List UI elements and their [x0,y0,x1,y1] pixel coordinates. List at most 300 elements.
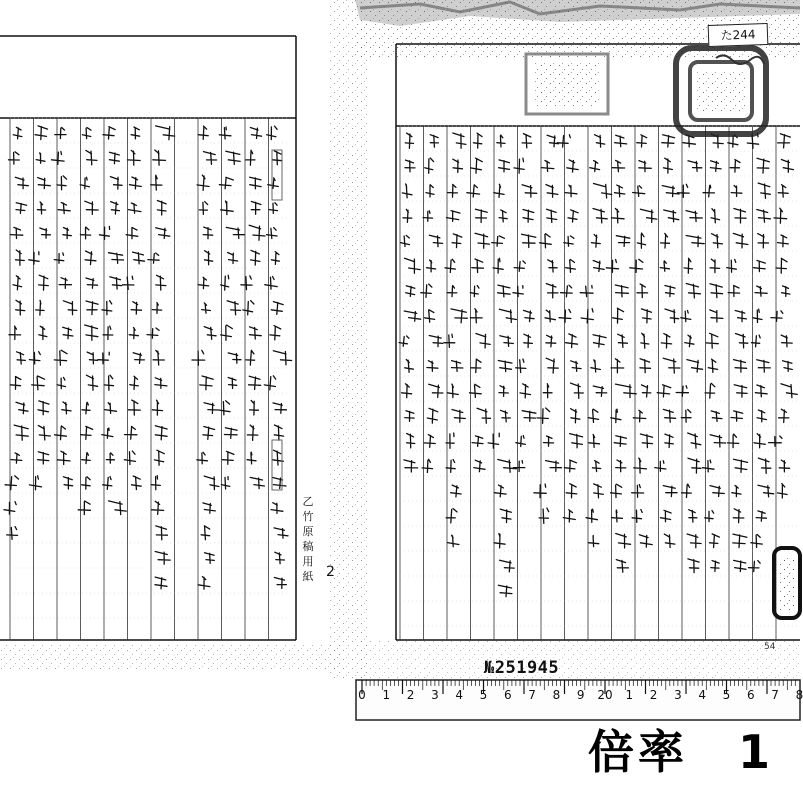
handwritten-character [588,409,598,422]
handwritten-character [632,510,642,523]
handwritten-character [249,376,261,389]
registry-stamp-number: №251945 [484,658,560,678]
handwritten-character [710,435,726,447]
handwritten-character [198,277,209,288]
ruler-number: 7 [771,688,779,702]
handwritten-character [546,335,556,347]
handwritten-character [779,460,789,472]
handwritten-character [128,203,141,213]
handwritten-character [616,384,637,398]
handwritten-character [155,378,167,389]
handwritten-character [663,486,677,497]
handwritten-character [452,234,462,248]
handwritten-character [110,177,122,190]
handwritten-character [470,384,482,397]
handwritten-character [228,353,241,363]
handwritten-character [148,253,159,263]
handwritten-character [687,534,701,548]
handwritten-character [250,401,259,416]
handwritten-character [192,350,205,365]
handwritten-character [534,484,546,498]
handwritten-character [595,135,605,147]
handwritten-character [204,476,219,490]
handwritten-character [757,360,771,372]
handwritten-character [537,408,550,423]
handwritten-character [565,185,577,197]
ruler-number: 2 [406,688,415,702]
handwritten-character [571,409,580,423]
handwritten-character [499,160,510,172]
handwritten-character [82,477,91,489]
handwritten-character [155,577,167,589]
handwritten-character [126,227,138,238]
handwritten-character [427,408,438,423]
handwritten-character [85,201,98,214]
handwritten-character [498,285,511,297]
handwritten-character [273,351,291,365]
handwritten-character [711,411,722,422]
handwritten-character [546,284,558,298]
handwritten-character [782,286,790,297]
handwritten-character [757,210,771,223]
handwritten-character [246,350,255,365]
handwritten-character [268,178,279,189]
handwritten-character [592,461,600,472]
handwritten-character [735,311,746,322]
handwritten-character [781,384,797,398]
handwritten-character [226,151,240,164]
handwritten-character [758,234,769,248]
margin-note: 54 [764,642,776,652]
handwritten-character [754,434,765,448]
handwritten-character [544,436,554,446]
handwritten-character [35,126,47,140]
handwritten-character [561,285,573,297]
handwritten-character [16,203,27,214]
handwritten-character [522,234,536,247]
handwritten-character [614,436,626,447]
handwritten-character [547,135,558,147]
handwritten-character [545,310,555,322]
handwritten-character [475,233,489,248]
handwritten-character [476,334,490,349]
handwritten-character [402,184,412,198]
handwritten-character [567,160,578,172]
handwritten-character [564,460,576,472]
handwritten-character [36,153,45,163]
handwritten-character [427,260,436,272]
handwritten-character [557,135,570,147]
handwritten-character [776,258,787,273]
handwritten-character [201,526,210,540]
handwritten-character [660,261,669,271]
handwritten-character [221,477,229,489]
handwritten-character [57,451,70,464]
handwritten-character [128,400,140,415]
handwritten-character [447,384,458,398]
handwritten-character [224,428,237,439]
handwritten-character [546,461,562,472]
handwritten-character [86,150,97,164]
handwritten-character [147,328,159,338]
handwritten-character [38,426,50,441]
handwritten-character [568,210,578,222]
handwritten-character [250,177,261,189]
handwritten-character [662,135,675,147]
handwritten-character [132,476,142,490]
handwritten-character [17,352,26,364]
handwritten-character [657,385,671,397]
handwritten-character [444,334,455,347]
handwritten-character [539,508,549,523]
handwritten-character [81,426,93,439]
handwritten-character [13,127,22,139]
handwritten-character [541,161,554,172]
handwritten-character [632,485,644,498]
handwritten-character [87,352,97,364]
handwritten-character [524,334,533,347]
handwritten-character [637,233,645,248]
handwritten-character [250,128,261,139]
handwritten-character [221,325,233,340]
handwritten-character [514,261,525,271]
handwritten-character [219,127,231,139]
handwritten-character [616,460,626,472]
handwritten-character [732,486,741,497]
handwritten-character [37,202,45,214]
handwritten-character [688,458,701,473]
handwritten-character [274,528,288,538]
handwritten-character [778,134,791,148]
handwritten-character [151,175,162,190]
handwritten-character [705,511,714,522]
handwritten-character [543,384,552,398]
handwritten-character [471,158,483,173]
handwritten-character [38,178,51,189]
ruler-number: 3 [431,688,439,702]
handwritten-character [474,460,485,472]
handwritten-character [566,484,577,498]
handwritten-character [57,377,65,388]
handwritten-character [712,234,723,248]
handwritten-character [778,235,789,247]
handwritten-character [451,361,463,372]
ruler-number: 1 [625,688,634,702]
handwritten-character [271,252,279,265]
handwritten-character [421,284,432,297]
handwritten-character [405,133,413,148]
handwritten-character [155,426,167,440]
handwritten-character [615,285,628,297]
handwritten-character [559,309,571,322]
handwritten-character [109,152,119,163]
handwritten-character [86,375,97,390]
handwritten-character [7,527,18,540]
handwritten-character [200,376,213,390]
handwritten-character [686,236,704,247]
handwritten-character [38,401,49,415]
handwritten-character [616,560,628,573]
handwritten-character [80,227,90,239]
handwritten-character [40,228,51,238]
handwritten-character [103,127,115,139]
handwritten-character [429,384,443,397]
handwritten-character [105,403,117,414]
handwritten-character [111,202,120,215]
handwritten-character [687,360,703,372]
handwritten-character [754,261,766,272]
document-id-label: た244 [708,23,769,47]
handwritten-character [429,336,443,347]
handwritten-character [133,252,145,264]
handwritten-character [124,451,135,465]
handwritten-character [5,476,18,490]
handwritten-character [405,258,421,273]
handwritten-character [403,209,412,222]
handwritten-character [706,333,718,348]
ruler-number: 4 [698,688,707,702]
handwritten-character [702,460,714,472]
handwritten-character [566,334,578,348]
handwritten-character [446,460,455,473]
handwritten-character [498,585,512,596]
handwritten-character [446,509,457,523]
handwritten-character [522,185,537,197]
handwritten-character [476,209,488,222]
ruler-labels [0,688,803,708]
handwritten-character [39,275,49,290]
handwritten-character [513,286,523,297]
handwritten-character [470,309,482,323]
handwritten-character [522,411,536,422]
handwritten-character [275,552,285,564]
handwritten-character [38,452,49,464]
gutter-noise [330,0,370,680]
page-margin-number: 2 [326,564,335,580]
handwritten-character [497,135,505,147]
handwritten-character [55,128,66,139]
handwritten-character [152,400,162,415]
handwritten-character [710,534,720,548]
handwritten-character [13,276,22,290]
handwritten-character [755,286,767,296]
handwritten-character [734,459,748,472]
handwritten-character [151,476,160,490]
handwritten-character [16,402,28,413]
handwritten-character [16,300,25,315]
handwritten-character [779,409,789,422]
handwritten-character [452,410,465,423]
handwritten-character [524,310,535,321]
handwritten-character [661,334,671,348]
handwritten-character [86,301,98,315]
handwritten-character [688,433,701,448]
handwritten-character [85,325,98,340]
handwritten-character [16,250,25,265]
handwritten-character [202,303,211,313]
ruler-number: 5 [722,688,731,702]
handwritten-character [681,410,691,423]
handwritten-character [588,536,599,547]
handwritten-character [612,510,623,522]
handwritten-character [82,402,90,414]
handwritten-character [222,451,234,464]
handwritten-character [520,384,531,398]
handwritten-character [447,535,459,547]
handwritten-character [664,210,679,222]
handwritten-character [498,460,517,473]
handwritten-character [778,185,788,197]
handwritten-character [427,361,438,372]
handwritten-character [271,503,283,514]
handwritten-character [494,184,504,197]
handwritten-character [198,126,208,139]
handwritten-character [733,233,748,247]
handwritten-character [616,534,631,549]
handwritten-character [85,251,96,265]
handwritten-character [63,301,76,315]
handwritten-character [499,309,516,322]
handwritten-character [686,211,702,222]
handwritten-character [273,403,287,413]
handwritten-character [477,408,490,423]
handwritten-character [103,326,113,339]
handwritten-character [710,259,720,273]
ruler-number: 3 [674,688,682,702]
handwritten-character [423,211,433,222]
handwritten-character [205,553,215,564]
handwritten-character [771,311,783,322]
handwritten-character [430,135,438,147]
handwritten-character [470,286,479,297]
handwritten-character [199,202,207,215]
handwritten-character [730,160,740,173]
handwritten-character [63,477,72,489]
handwritten-character [612,160,624,171]
handwritten-character [406,286,415,297]
handwritten-character [593,335,606,347]
handwritten-character [594,184,612,199]
handwritten-character [264,376,275,390]
handwritten-character [63,327,73,338]
handwritten-character [641,309,651,323]
handwritten-character [251,250,260,265]
handwritten-character [152,501,164,514]
handwritten-character [688,161,702,172]
handwritten-character [453,133,466,148]
handwritten-character [660,510,671,521]
handwritten-character [734,385,747,397]
handwritten-character [682,484,692,497]
handwritten-character [405,360,414,373]
handwritten-character [564,236,574,246]
handwritten-character [429,235,442,247]
handwritten-character [249,327,261,339]
handwritten-character [689,510,697,522]
handwritten-character [522,134,531,148]
handwritten-character [684,258,692,273]
handwritten-character [640,359,651,373]
handwritten-character [493,258,503,273]
handwritten-character [513,461,524,472]
handwritten-character [589,434,600,447]
handwritten-character [758,458,770,473]
handwritten-character [637,284,648,298]
handwritten-character [274,425,283,440]
handwritten-character [494,485,506,497]
handwritten-character [102,301,112,315]
handwritten-character [634,458,647,473]
handwritten-character [445,259,456,272]
handwritten-character [705,383,715,398]
handwritten-character [86,278,98,288]
handwritten-character [405,160,415,172]
handwritten-character [55,426,67,440]
handwritten-character [401,235,410,246]
handwritten-character [781,160,793,173]
handwritten-character [407,434,415,448]
handwritten-character [221,201,234,215]
handwritten-character [57,176,67,190]
handwritten-character [130,376,139,389]
handwritten-character [637,135,647,147]
handwritten-character [228,253,238,264]
handwritten-character [753,309,762,322]
handwritten-character [663,158,672,173]
handwritten-character [665,309,679,323]
handwritten-character [131,127,140,139]
handwritten-character [710,284,723,298]
handwritten-character [269,203,278,214]
handwritten-character [783,361,793,372]
handwritten-character [677,184,689,197]
handwritten-character [733,534,747,548]
handwritten-character [29,352,40,364]
side-stamp [774,548,800,618]
handwritten-character [197,175,209,190]
handwritten-character [10,377,21,390]
handwritten-character [472,436,483,446]
handwritten-character [424,435,435,448]
handwritten-character [243,301,254,315]
handwritten-character [129,328,138,339]
handwritten-character [249,225,265,240]
handwritten-character [662,186,679,197]
ruler-number: 8 [795,688,803,702]
handwritten-character [448,184,458,197]
handwritten-character [686,284,700,298]
handwritten-character [156,275,166,290]
handwritten-character [226,227,244,238]
handwritten-character [758,485,774,497]
handwritten-character [593,209,607,223]
handwritten-character [641,333,649,348]
handwritten-character [581,309,593,323]
handwritten-character [736,334,748,348]
handwritten-character [109,501,127,515]
handwritten-character [616,236,630,247]
handwritten-character [633,186,645,197]
handwritten-character [270,326,281,340]
handwritten-character [612,209,625,223]
handwritten-character [241,276,252,290]
handwritten-character [153,350,164,365]
handwritten-character [590,161,600,172]
handwritten-character [82,453,90,464]
handwritten-character [63,228,71,239]
ruler-number: 8 [552,688,561,702]
handwritten-character [203,427,215,440]
